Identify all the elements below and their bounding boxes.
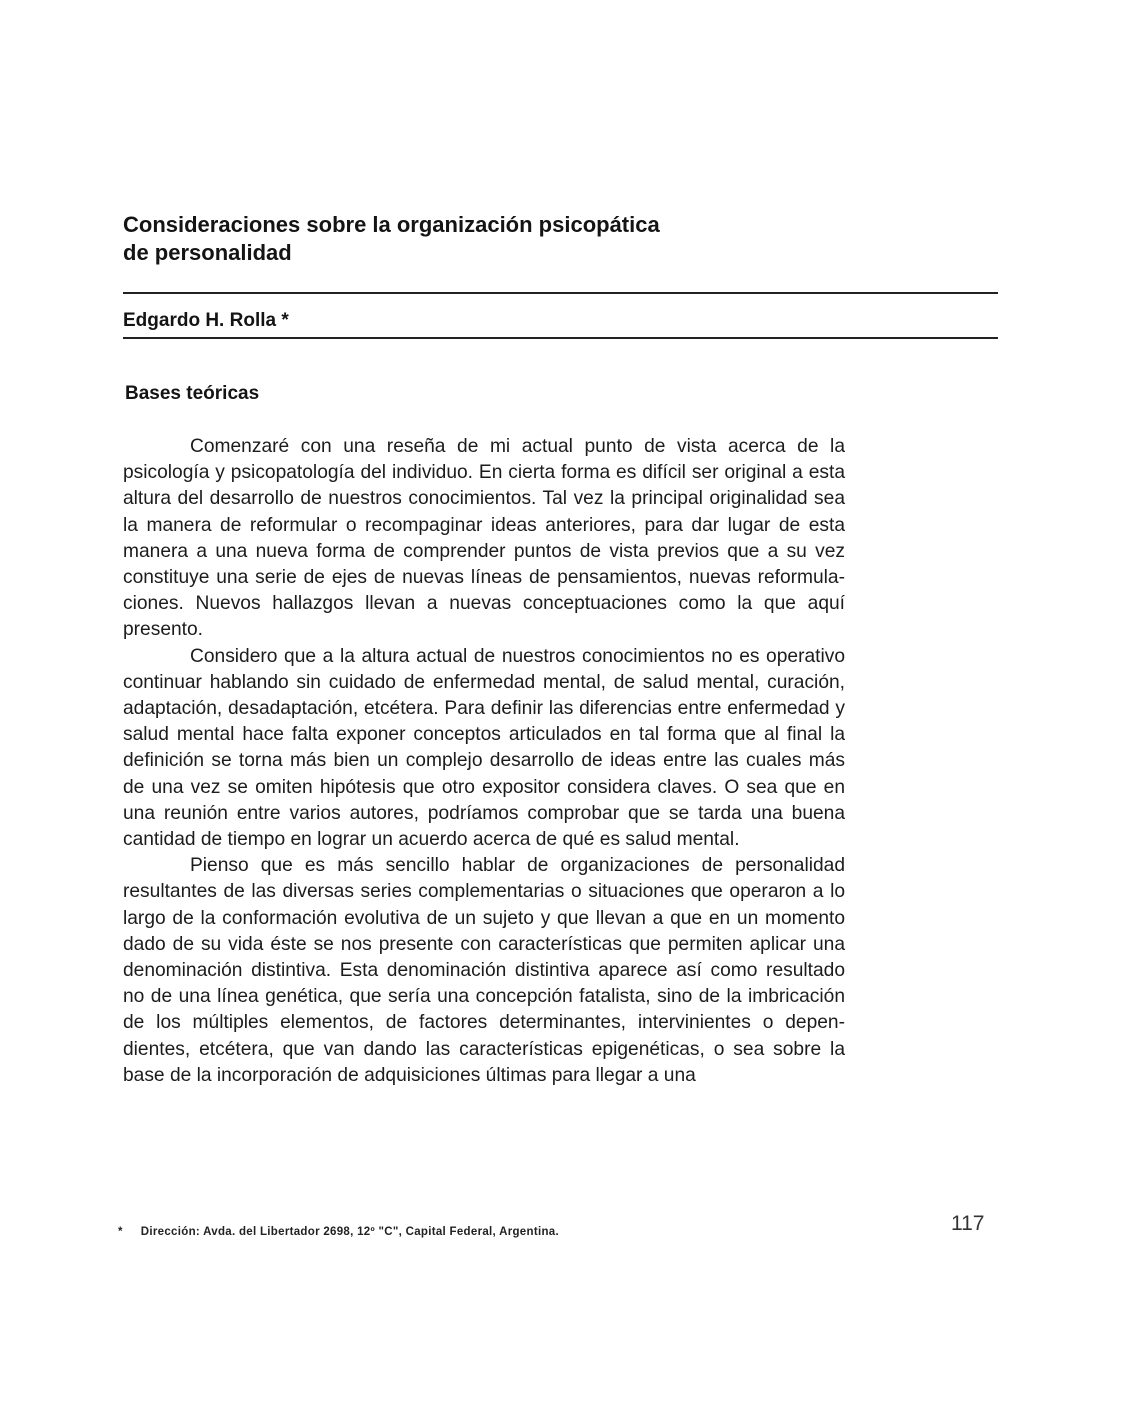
- footnote-marker: *: [118, 1226, 123, 1238]
- article-title: [123, 211, 823, 267]
- paragraph: Considero que a la altura actual de nuestros conocimientos no es operativo continuar hablando sin cuidado de enfermedad mental, de salud mental, curación, adaptación, desadaptación, etcétera. Para definir las diferencias entre enfermedad y salud mental hace falta exponer conceptos articulados en tal forma que al final la definición se torna más bien un complejo desarrollo de ideas entre las cuales más de una vez se omiten hipótesis que otro expositor considera claves. O sea que en una reunión entre varios autores, podríamos comprobar que se tarda una buena cantidad de tiempo en lograr un acuerdo acerca de qué es salud mental.: [123, 645, 845, 851]
- body-text: [123, 434, 845, 1089]
- author-name: Edgardo H. Rolla *: [123, 310, 289, 331]
- footnote: [118, 1226, 559, 1238]
- title-line-2: de personalidad: [123, 240, 292, 265]
- title-line-1: Consideraciones sobre la organización psicopática: [123, 212, 660, 237]
- footnote-text: Dirección: Avda. del Libertador 2698, 12º "C", Capital Federal, Argentina.: [140, 1226, 559, 1238]
- page-number: 117: [951, 1212, 985, 1235]
- bottom-divider: [123, 337, 998, 339]
- top-divider: [123, 292, 998, 294]
- paragraph: Comenzaré con una reseña de mi actual punto de vista acerca de la psicología y psicopatología del individuo. En cierta forma es difícil ser original a esta altura del desarrollo de nuestros conocimientos. Tal vez la principal originalidad sea la manera de reformular o recompaginar ideas anteriores, para dar lugar de esta manera a una nueva forma de comprender puntos de vista previos que a su vez constituye una serie de ejes de nuevas líneas de pensamientos, nuevas reformulaciones. Nuevos hallazgos llevan a nuevas conceptuaciones como la que aquí presento.: [123, 436, 845, 641]
- section-heading: Bases teóricas: [125, 383, 260, 404]
- paragraph: Pienso que es más sencillo hablar de organizaciones de personalidad resultantes de las diversas series complementarias o situaciones que operaron a lo largo de la conformación evolutiva de un sujeto y que llevan a que en un momento dado de su vida éste se nos presente con características que permiten aplicar una denominación distintiva. Esta denominación distintiva aparece así como resultado no de una línea genética, que sería una concepción fatalista, sino de la imbricación de los múltiples elementos, de factores determinantes, intervinientes o dependientes, etcétera, que van dando las características epigenéticas, o sea sobre la base de la incorporación de adquisiciones últimas para llegar a una: [123, 855, 845, 1086]
